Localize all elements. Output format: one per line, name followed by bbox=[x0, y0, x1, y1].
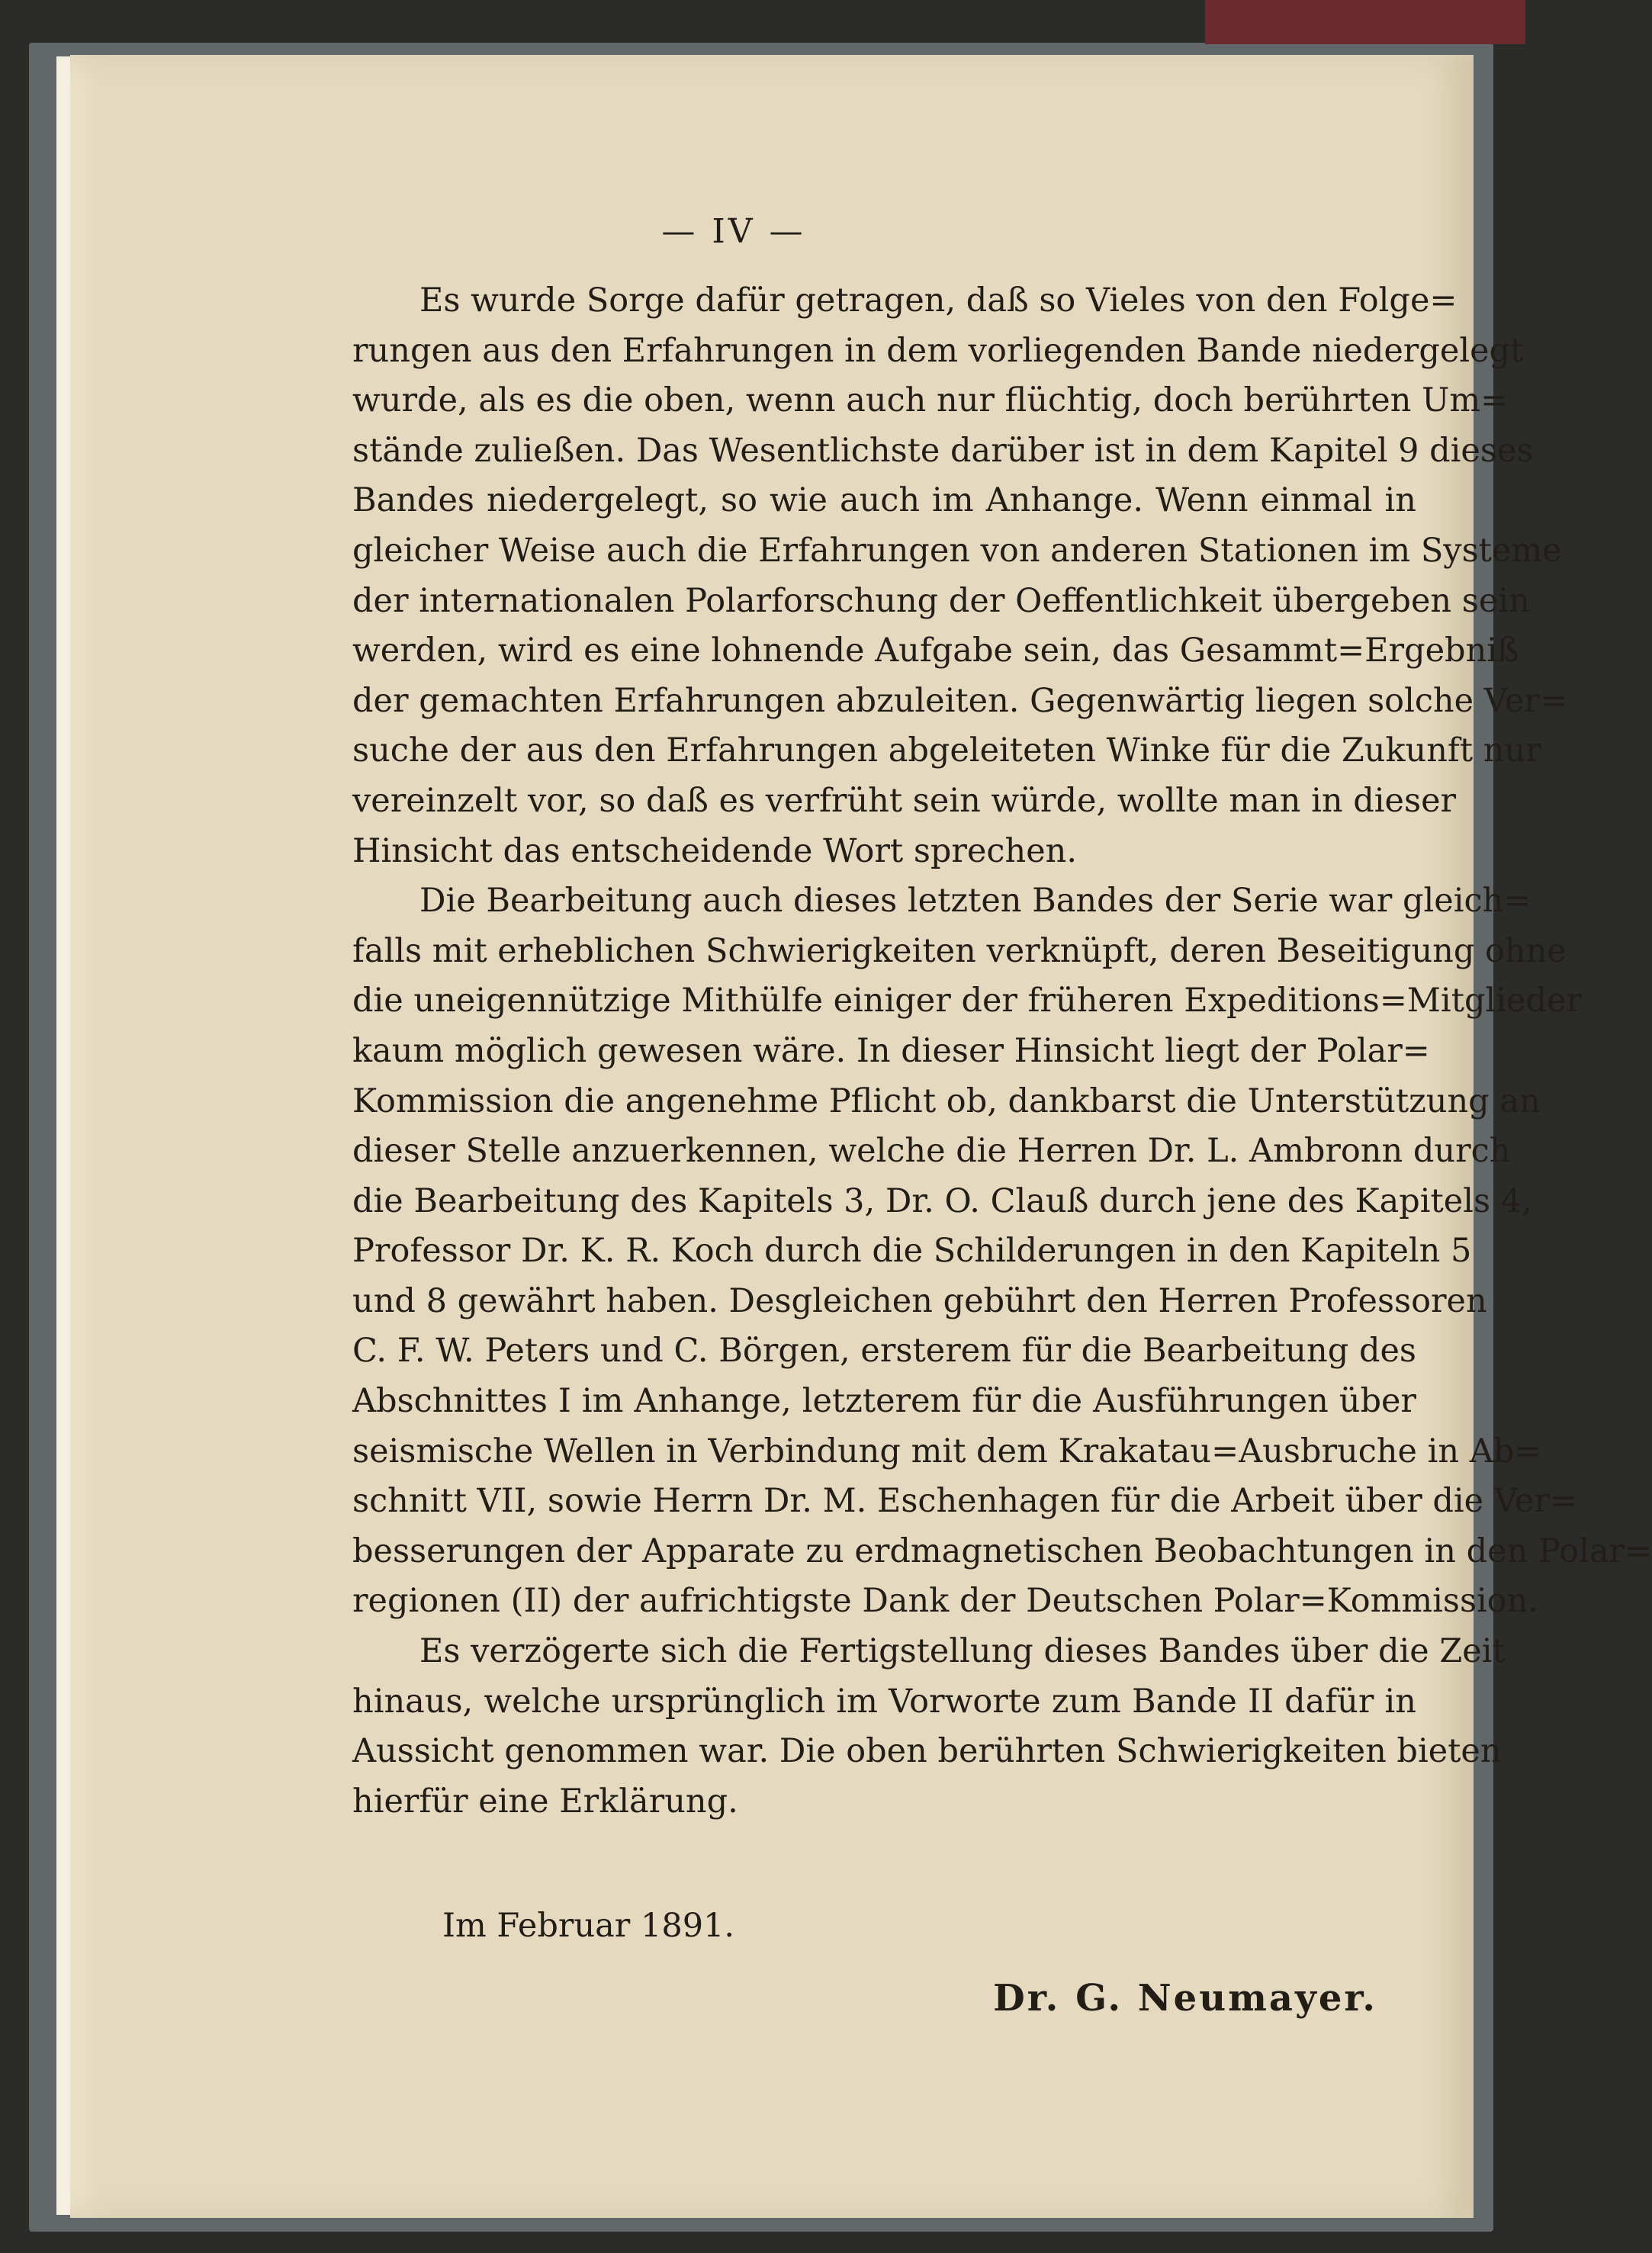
text-line: Aussicht genommen war. Die oben berührten Schwierigkeiten bieten bbox=[352, 1732, 1502, 1771]
text-line: hierfür eine Erklärung. bbox=[352, 1782, 738, 1821]
text-line: Bandes niedergelegt, so wie auch im Anhange. Wenn einmal in bbox=[352, 481, 1416, 520]
text-line: regionen (II) der aufrichtigste Dank der Deutschen Polar=Kommission. bbox=[352, 1582, 1539, 1621]
text-line: dieser Stelle anzuerkennen, welche die Herren Dr. L. Ambronn durch bbox=[352, 1132, 1511, 1171]
text-line: stände zuließen. Das Wesentlichste darüber ist in dem Kapitel 9 dieses bbox=[352, 431, 1534, 470]
page-number: — IV — bbox=[661, 212, 806, 251]
text-line: der gemachten Erfahrungen abzuleiten. Gegenwärtig liegen solche Ver= bbox=[352, 681, 1567, 720]
book-page bbox=[70, 55, 1652, 2218]
page-content bbox=[352, 162, 1652, 2145]
text-line: Die Bearbeitung auch dieses letzten Bandes der Serie war gleich= bbox=[419, 882, 1531, 921]
text-line: die uneigennützige Mithülfe einiger der früheren Expeditions=Mitglieder bbox=[352, 982, 1582, 1020]
text-line: Es verzögerte sich die Fertigstellung dieses Bandes über die Zeit bbox=[419, 1632, 1506, 1671]
text-line: schnitt VII, sowie Herrn Dr. M. Eschenhagen für die Arbeit über die Ver= bbox=[352, 1482, 1577, 1521]
text-line: hinaus, welche ursprünglich im Vorworte zum Bande II dafür in bbox=[352, 1682, 1416, 1721]
text-line: Abschnittes I im Anhange, letzterem für die Ausführungen über bbox=[352, 1382, 1416, 1421]
body-text bbox=[352, 276, 1652, 1827]
text-line: besserungen der Apparate zu erdmagnetischen Beobachtungen in den Polar= bbox=[352, 1531, 1652, 1570]
text-line: Hinsicht das entscheidende Wort sprechen. bbox=[352, 831, 1078, 870]
text-line: die Bearbeitung des Kapitels 3, Dr. O. Clauß durch jene des Kapitels 4, bbox=[352, 1181, 1532, 1220]
text-line: Professor Dr. K. R. Koch durch die Schilderungen in den Kapiteln 5 bbox=[352, 1232, 1472, 1271]
text-line: falls mit erheblichen Schwierigkeiten verknüpft, deren Beseitigung ohne bbox=[352, 931, 1567, 970]
text-line: C. F. W. Peters und C. Börgen, ersterem für die Bearbeitung des bbox=[352, 1332, 1416, 1371]
text-line: seismische Wellen in Verbindung mit dem Krakatau=Ausbruche in Ab= bbox=[352, 1432, 1542, 1470]
text-line: und 8 gewährt haben. Desgleichen gebührt den Herren Professoren bbox=[352, 1281, 1487, 1320]
text-line: wurde, als es die oben, wenn auch nur flüchtig, doch berührten Um= bbox=[352, 381, 1509, 420]
text-line: Es wurde Sorge dafür getragen, daß so Vieles von den Folge= bbox=[419, 281, 1458, 320]
text-line: suche der aus den Erfahrungen abgeleiteten Winke für die Zukunft nur bbox=[352, 731, 1541, 770]
signature: Dr. G. Neumayer. bbox=[993, 1977, 1377, 2020]
text-line: Kommission die angenehme Pflicht ob, dankbarst die Unterstützung an bbox=[352, 1082, 1541, 1120]
text-line: werden, wird es eine lohnende Aufgabe sein, das Gesammt=Ergebniß bbox=[352, 632, 1519, 670]
text-line: rungen aus den Erfahrungen in dem vorliegenden Bande niedergelegt bbox=[352, 331, 1524, 370]
text-line: vereinzelt vor, so daß es verfrüht sein würde, wollte man in dieser bbox=[352, 781, 1457, 820]
text-line: der internationalen Polarforschung der Oeffentlichkeit übergeben sein bbox=[352, 581, 1530, 620]
date-line: Im Februar 1891. bbox=[442, 1907, 735, 1945]
text-line: gleicher Weise auch die Erfahrungen von anderen Stationen im Systeme bbox=[352, 531, 1562, 570]
book-cover-red-edge bbox=[1205, 0, 1525, 44]
text-line: kaum möglich gewesen wäre. In dieser Hinsicht liegt der Polar= bbox=[352, 1031, 1430, 1070]
